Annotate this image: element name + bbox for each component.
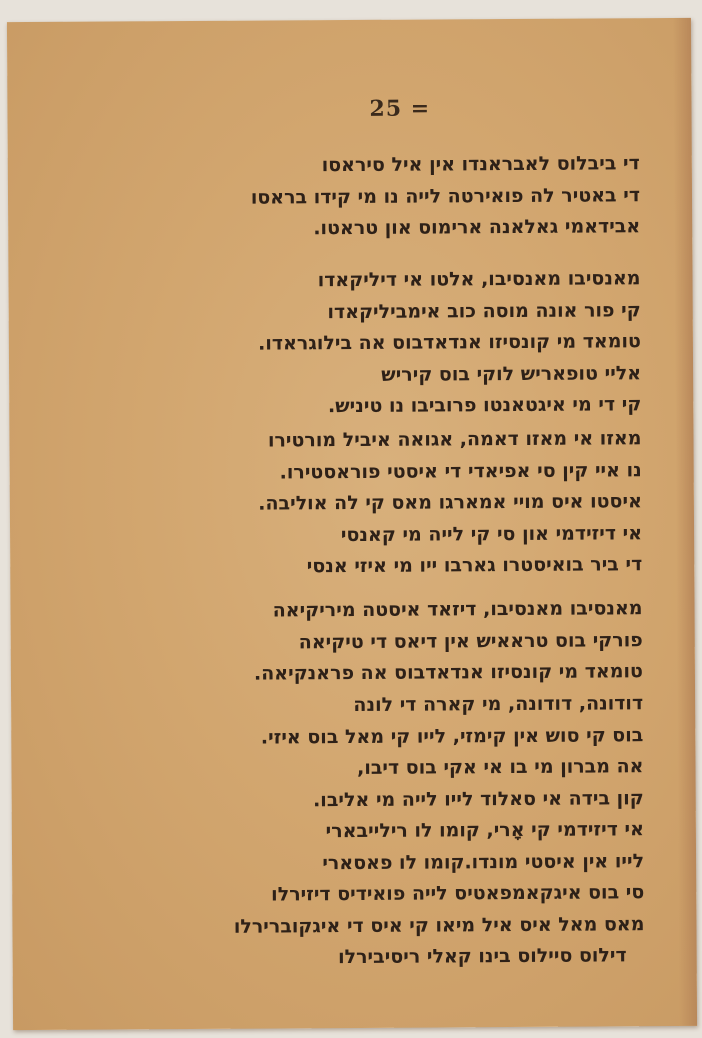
stanza-line: אליי טופאריש לוקי בוס קיריש (381, 361, 642, 386)
stanza-line: מאס מאל איס איל מיאו קי איס די איגקוברירלו (233, 912, 645, 938)
stanza-line: אבידאמי גאלאנה ארימוס און טראטו. (313, 215, 641, 240)
stanza-line: אה מברון מי בו אי אקי בוס דיבו, (357, 755, 644, 779)
stanza-line: בוס קי סוש אין קימזי, לייו קי מאל בוס איזי. (260, 723, 644, 749)
stanza-line: מאנסיבו מאנסיבו, אלטו אי דיליקאדו (317, 267, 641, 292)
stanza-4 (202, 593, 643, 690)
stanza-line: נו איי קין סי אפיאדי די איסטי פוראסטירו. (279, 458, 642, 483)
stanza-line: אי דיזידמי און סי קי לייה מי קאנסי (340, 521, 643, 546)
stanza-line: טומאד מי קונסיזו אנדאדבוס אה בילוגראדו. (258, 330, 641, 355)
stanza-line: דילוס סיילוס בינו קאלי ריסיבירלו (337, 944, 627, 969)
stanza-line: קי פור אונה מוסה כוב אימביליקאדו (327, 298, 641, 323)
stanza-1 (200, 148, 641, 245)
stanza-line: די באטיר לה פואירטה לייה נו מי קידו בראסו (250, 183, 641, 209)
stanza-line: קון בידה אי סאלוד לייו לייה מי אליבו. (312, 786, 644, 811)
stanza-line: מאזו אי מאזו דאמה, אגואה איביל מורטירו (267, 427, 642, 452)
book-page (7, 18, 697, 1030)
stanza-2 (200, 263, 641, 423)
stanza-line: פורקי בוס טראאיש אין דיאס די טיקיאה (298, 628, 643, 653)
stanza-line: אי דיזידמי קי אָרי, קומו לו רילייבארי (325, 818, 644, 843)
stanza-line: די ביר בואיסטרו גארבו ייו מי איזי אנסי (306, 553, 643, 578)
stanza-5 (203, 688, 645, 974)
stanza-line: איסטו איס מויי אמארגו מאס קי לה אוליבה. (258, 490, 642, 515)
stanza-line: קי די מי איגטאנטו פרוביבו נו טיניש. (327, 393, 642, 418)
page-number: 25 = (369, 95, 431, 122)
stanza-3 (201, 423, 642, 583)
page-edge-shadow (673, 18, 697, 1026)
stanza-line: טומאד מי קונסיזו אנדאדבוס אה פראנקיאה. (253, 660, 643, 685)
stanza-line: סי בוס איגקאמפאטיס לייה פואידיס דיזירלו (271, 881, 645, 906)
stanza-line: דודונה, דודונה, מי קארה די לונה (353, 692, 644, 716)
stanza-line: מאנסיבו מאנסיבו, דיזאד איסטה מיריקיאה (272, 597, 643, 622)
stanza-line: די ביבלוס לאבראנדו אין איל סיראסו (321, 152, 640, 177)
stanza-line: לייו אין איסטי מונדו.קומו לו פאסארי (322, 849, 645, 874)
